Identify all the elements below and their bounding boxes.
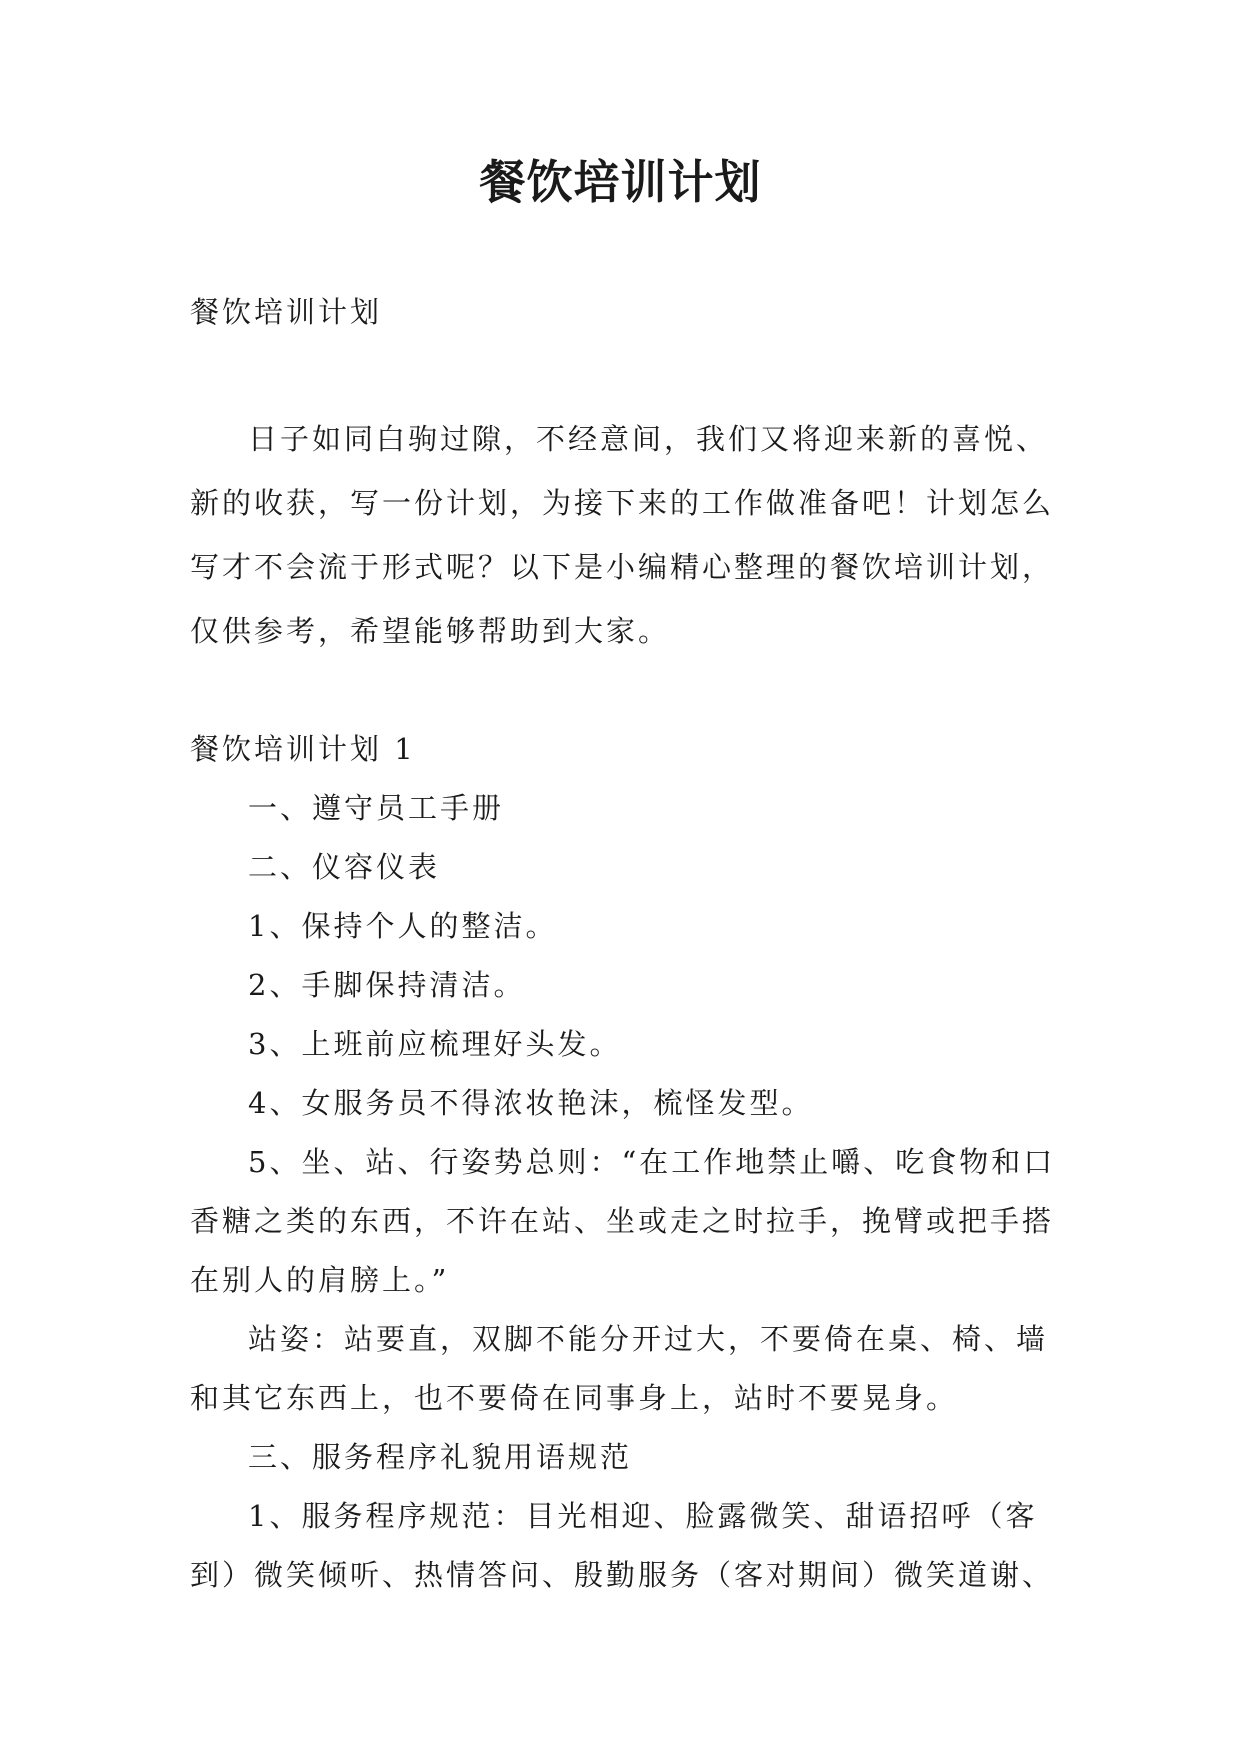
list-item: 4、女服务员不得浓妆艳沫，梳怪发型。 [248,1086,814,1120]
list-item: 1、保持个人的整洁。 [248,909,558,943]
intro-paragraph: 日子如同白驹过隙，不经意间，我们又将迎来新的喜悦、新的收获，写一份计划，为接下来的工作做准备吧！计划怎么写才不会流于形式呢？以下是小编精心整理的餐饮培训计划，仅供参考，希望能够帮助到大家。 [190,422,1055,648]
list-item: 2、手脚保持清洁。 [248,968,526,1002]
section-heading: 一、遵守员工手册 [248,791,505,825]
list-item: 1、服务程序规范：目光相迎、脸露微笑、甜语招呼（客到）微笑倾听、热情答问、殷勤服务（客对期间）微笑道谢、 [190,1499,1055,1592]
plan-content [190,779,1070,1605]
document-subtitle: 餐饮培训计划 [190,295,383,329]
list-item: 5、坐、站、行姿势总则：“在工作地禁止嚼、吃食物和口香糖之类的东西，不许在站、坐或走之时拉手，挽臂或把手搭在别人的肩膀上。” [190,1145,1056,1297]
plan-heading: 餐饮培训计划 1 [190,732,416,766]
document-title: 餐饮培训计划 [479,155,762,209]
paragraph: 站姿：站要直，双脚不能分开过大，不要倚在桌、椅、墙和其它东西上，也不要倚在同事身上，站时不要晃身。 [190,1322,1049,1415]
section-heading: 三、服务程序礼貌用语规范 [248,1440,633,1474]
document-body [190,287,1070,1605]
section-heading: 二、仪容仪表 [248,850,441,884]
list-item: 3、上班前应梳理好头发。 [248,1027,622,1061]
